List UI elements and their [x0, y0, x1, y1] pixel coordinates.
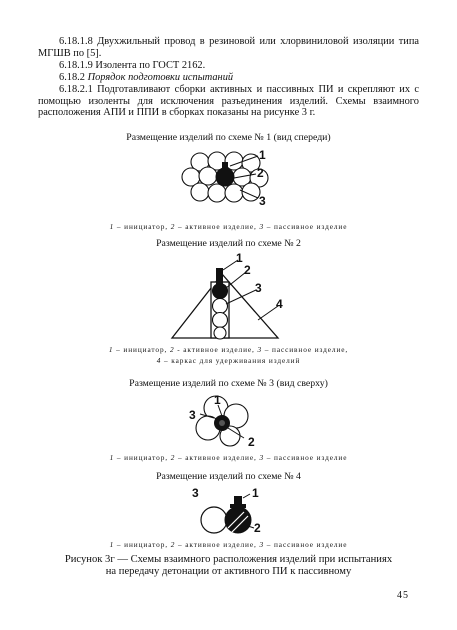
scheme1-figure — [170, 146, 280, 212]
figure-caption-line2: на передачу детонации от активного ПИ к пассивному — [105, 566, 352, 577]
scheme3-figure — [178, 392, 268, 450]
scheme2-label-4: 4 — [276, 297, 283, 311]
scheme2-passive-item — [213, 313, 228, 328]
paragraph-6-18-2 — [38, 72, 419, 84]
section-title: Порядок подготовки испытаний — [87, 72, 234, 83]
scheme1-label-3: 3 — [259, 194, 266, 208]
scheme4-label-2: 2 — [254, 521, 261, 535]
scheme4-label-3: 3 — [192, 486, 199, 500]
paragraph-6-18-2-1: 6.18.2.1 Подготавливают сборки активных и пассивных ПИ и скрепляют их с помощью изоленты для исключения разъединения изделий. Схемы взаимного расположения АПИ и ППИ в сборках показаны на рисунке 3 г. — [38, 84, 419, 119]
scheme3-legend: 1 – инициатор, 2 – активное изделие, 3 – пассивное изделие — [109, 453, 348, 462]
scheme2-legend: 1 – инициатор, 2 - активное изделие, 3 – пассивное изделие, 4 – каркас для удерживания изделий — [108, 345, 349, 365]
scheme3-label-2: 2 — [248, 435, 255, 449]
scheme1-label-1: 1 — [259, 148, 266, 162]
scheme2-active-item — [213, 284, 228, 299]
scheme1-passive-item — [199, 167, 217, 185]
scheme3-title: Размещение изделий по схеме № 3 (вид сверху) — [129, 378, 328, 389]
figure-caption — [38, 554, 419, 578]
paragraph-6-18-1-8: 6.18.1.8 Двухжильный провод в резиновой или хлорвиниловой изоляции типа МГШВ по [5]. — [38, 36, 419, 59]
scheme1-passive-item — [225, 184, 243, 202]
scheme3-initiator — [219, 420, 225, 426]
scheme4-passive-item — [201, 507, 227, 533]
scheme2-title: Размещение изделий по схеме № 2 — [156, 238, 301, 249]
scheme2-passive-item — [214, 327, 226, 339]
scheme1-title: Размещение изделий по схеме № 1 (вид спереди) — [126, 132, 331, 143]
scheme4-figure — [186, 484, 276, 538]
scheme3-label-3: 3 — [189, 408, 196, 422]
scheme2-figure — [160, 250, 300, 342]
scheme2-label-2: 2 — [244, 263, 251, 277]
scheme1-passive-item — [191, 183, 209, 201]
scheme2-initiator — [216, 268, 223, 284]
scheme1-passive-item — [208, 184, 226, 202]
paragraph-6-18-1-9: 6.18.1.9 Изолента по ГОСТ 2162. — [59, 60, 206, 71]
figure-caption-line1: Рисунок 3г — Схемы взаимного расположения изделий при испытаниях — [64, 554, 393, 565]
scheme4-legend: 1 – инициатор, 2 – активное изделие, 3 – пассивное изделие — [109, 540, 348, 549]
scheme4-label-1: 1 — [252, 486, 259, 500]
scheme3-label-1: 1 — [214, 393, 221, 407]
section-number: 6.18.2 — [59, 72, 88, 83]
scheme1-initiator — [222, 162, 228, 174]
scheme2-label-3: 3 — [255, 281, 262, 295]
scheme2-label-1: 1 — [236, 251, 243, 265]
scheme4-active-item — [225, 507, 251, 533]
scheme1-label-2: 2 — [257, 166, 264, 180]
page-number: 45 — [397, 590, 409, 601]
scheme4-title: Размещение изделий по схеме № 4 — [156, 471, 301, 482]
scheme1-legend: 1 – инициатор, 2 – активное изделие, 3 – пассивное изделие — [109, 222, 348, 231]
scheme2-passive-item — [213, 299, 228, 314]
